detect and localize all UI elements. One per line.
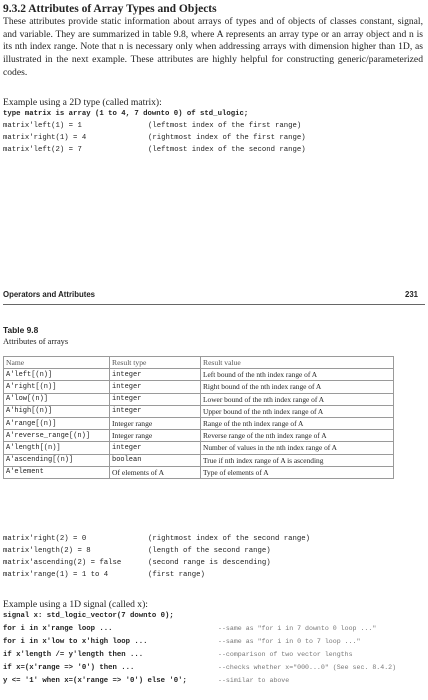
code-comment: --same as "for i in 7 downto 0 loop ..." — [218, 625, 377, 632]
table-header-row — [4, 357, 394, 369]
code-comment: --same as "for i in 0 to 7 loop ..." — [218, 638, 361, 645]
table-cell: Type of elements of A — [201, 466, 394, 478]
code-comment: --comparison of two vector lengths — [218, 651, 353, 658]
code-comment: --similar to above — [218, 677, 290, 684]
header-rule — [3, 304, 425, 305]
code-line: matrix'range(1) = 1 to 4 — [3, 571, 109, 579]
table-cell: Upper bound of the nth index range of A — [201, 405, 394, 417]
table-cell: integer — [110, 369, 201, 381]
table-cell: Reverse range of the nth index range of A — [201, 430, 394, 442]
code-line: for i in x'low to x'high loop ... — [3, 638, 148, 646]
table-cell: A'ascending[(n)] — [4, 454, 110, 466]
table-title: Table 9.8 — [3, 325, 39, 335]
code-line: if x=(x'range => '0') then ... — [3, 664, 135, 672]
table-row — [4, 442, 394, 454]
table-cell: A'right[(n)] — [4, 381, 110, 393]
section-heading: 9.3.2 Attributes of Array Types and Objects — [3, 3, 217, 15]
column-header: Name — [4, 357, 110, 369]
code-line: matrix'right(2) = 0 — [3, 535, 87, 543]
table-row — [4, 369, 394, 381]
column-header: Result value — [201, 357, 394, 369]
example-2d-title: Example using a 2D type (called matrix): — [3, 97, 162, 108]
code-comment: (leftmost index of the first range) — [148, 122, 302, 130]
table-cell: Of elements of A — [110, 466, 201, 478]
code-comment: (first range) — [148, 571, 205, 579]
code-line: signal x: std_logic_vector(7 downto 0); — [3, 612, 174, 620]
table-cell: A'high[(n)] — [4, 405, 110, 417]
table-row — [4, 405, 394, 417]
code-line: if x'length /= y'length then ... — [3, 651, 144, 659]
code-comment: (leftmost index of the second range) — [148, 146, 306, 154]
code-line: y <= '1' when x=(x'range => '0') else '0'; — [3, 677, 187, 685]
code-line: matrix'left(1) = 1 — [3, 122, 82, 130]
code-comment: (length of the second range) — [148, 547, 271, 555]
table-cell: True if nth index range of A is ascending — [201, 454, 394, 466]
table-cell: Right bound of the nth index range of A — [201, 381, 394, 393]
code-line: matrix'right(1) = 4 — [3, 134, 87, 142]
code-line: type matrix is array (1 to 4, 7 downto 0) of std_ulogic; — [3, 110, 249, 118]
table-cell: boolean — [110, 454, 201, 466]
table-cell: A'left[(n)] — [4, 369, 110, 381]
table-cell: integer — [110, 381, 201, 393]
code-line: matrix'ascending(2) = false — [3, 559, 122, 567]
table-row — [4, 393, 394, 405]
table-cell: integer — [110, 393, 201, 405]
table-cell: Left bound of the nth index range of A — [201, 369, 394, 381]
code-line: for i in x'range loop ... — [3, 625, 113, 633]
table-cell: A'range[(n)] — [4, 417, 110, 429]
table-cell: A'low[(n)] — [4, 393, 110, 405]
table-caption: Attributes of arrays — [3, 337, 69, 346]
code-comment: (rightmost index of the second range) — [148, 535, 311, 543]
example-1d-title: Example using a 1D signal (called x): — [3, 599, 148, 610]
table-row — [4, 417, 394, 429]
code-comment: (second range is descending) — [148, 559, 271, 567]
column-header: Result type — [110, 357, 201, 369]
table-row — [4, 381, 394, 393]
code-comment: (rightmost index of the first range) — [148, 134, 306, 142]
table-cell: Lower bound of the nth index range of A — [201, 393, 394, 405]
code-line: matrix'length(2) = 8 — [3, 547, 91, 555]
table-cell: Integer range — [110, 417, 201, 429]
table-row — [4, 454, 394, 466]
table-cell: A'element — [4, 466, 110, 478]
table-cell: integer — [110, 442, 201, 454]
attributes-table — [3, 356, 394, 479]
page-number: 231 — [404, 290, 418, 299]
code-comment: --checks whether x="000...0" (See sec. 8.4.2) — [218, 664, 397, 671]
intro-paragraph: These attributes provide static information about arrays of types and of objects of classes constant, signal, and variable. They are summarized in table 9.8, where A represents an array type or an array object and n is its nth index range. Note that n is necessary only when addressing arrays with dimension higher than 1D, as illustrated in the next example. These attributes are highly helpful for constructing generic/parameterized codes. — [3, 16, 423, 78]
table-row — [4, 466, 394, 478]
table-row — [4, 430, 394, 442]
code-line: matrix'left(2) = 7 — [3, 146, 82, 154]
table-cell: A'reverse_range[(n)] — [4, 430, 110, 442]
page-header-title: Operators and Attributes — [3, 290, 95, 299]
table-cell: A'length[(n)] — [4, 442, 110, 454]
table-cell: integer — [110, 405, 201, 417]
table-cell: Range of the nth index range of A — [201, 417, 394, 429]
table-cell: Integer range — [110, 430, 201, 442]
table-cell: Number of values in the nth index range of A — [201, 442, 394, 454]
